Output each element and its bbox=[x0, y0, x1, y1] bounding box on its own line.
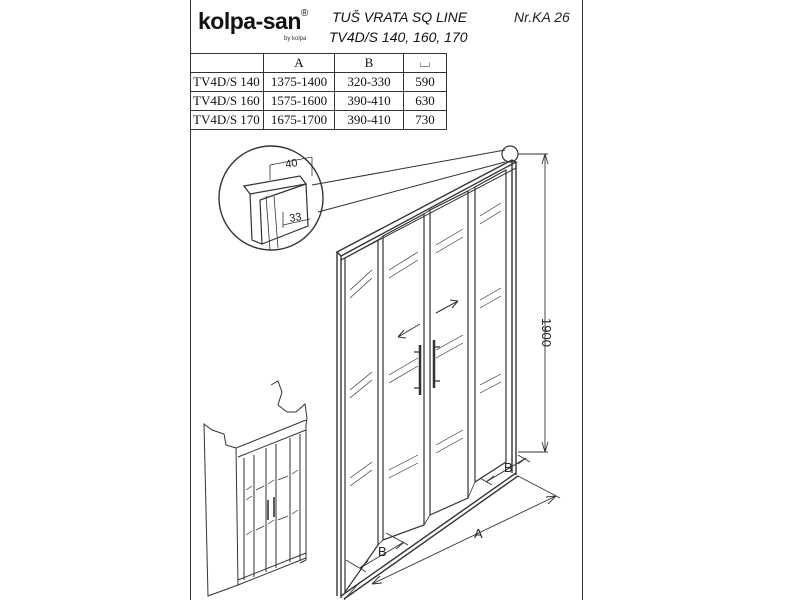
product-models: TV4D/S 140, 160, 170 bbox=[329, 29, 468, 45]
panel-label-right: B bbox=[504, 460, 513, 475]
door-assembly bbox=[337, 160, 518, 599]
height-label: 1900 bbox=[539, 318, 554, 347]
value-a-cell: 1575-1600 bbox=[264, 92, 335, 111]
value-b-cell: 390-410 bbox=[335, 111, 404, 130]
value-b-cell: 390-410 bbox=[335, 92, 404, 111]
height-dimension bbox=[518, 154, 548, 452]
profile-detail-callout bbox=[219, 146, 518, 250]
model-cell: TV4D/S 140 bbox=[191, 73, 264, 92]
model-cell: TV4D/S 170 bbox=[191, 111, 264, 130]
brand-subtitle: by kolpa bbox=[284, 36, 307, 42]
table-header-cell: B bbox=[335, 54, 404, 73]
product-title: TUŠ VRATA SQ LINE bbox=[332, 9, 468, 25]
value-c-cell: 590 bbox=[404, 73, 447, 92]
panel-label-left: B bbox=[378, 544, 387, 559]
value-a-cell: 1375-1400 bbox=[264, 73, 335, 92]
panel-dimension-left bbox=[346, 533, 408, 572]
detail-dimension-side: 33 bbox=[288, 211, 303, 225]
table-header-cell: ⌴ bbox=[404, 54, 447, 73]
value-a-cell: 1675-1700 bbox=[264, 111, 335, 130]
width-label: A bbox=[474, 526, 483, 541]
value-b-cell: 320-330 bbox=[335, 73, 404, 92]
width-dimension bbox=[344, 476, 560, 600]
detail-dimension-top: 40 bbox=[284, 157, 299, 171]
model-cell: TV4D/S 160 bbox=[191, 92, 264, 111]
brand-logo: kolpa-san® bbox=[198, 8, 308, 34]
document-number: Nr.KA 26 bbox=[514, 9, 570, 25]
installation-view bbox=[204, 381, 307, 596]
value-c-cell: 630 bbox=[404, 92, 447, 111]
table-header-cell: A bbox=[264, 54, 335, 73]
value-c-cell: 730 bbox=[404, 111, 447, 130]
